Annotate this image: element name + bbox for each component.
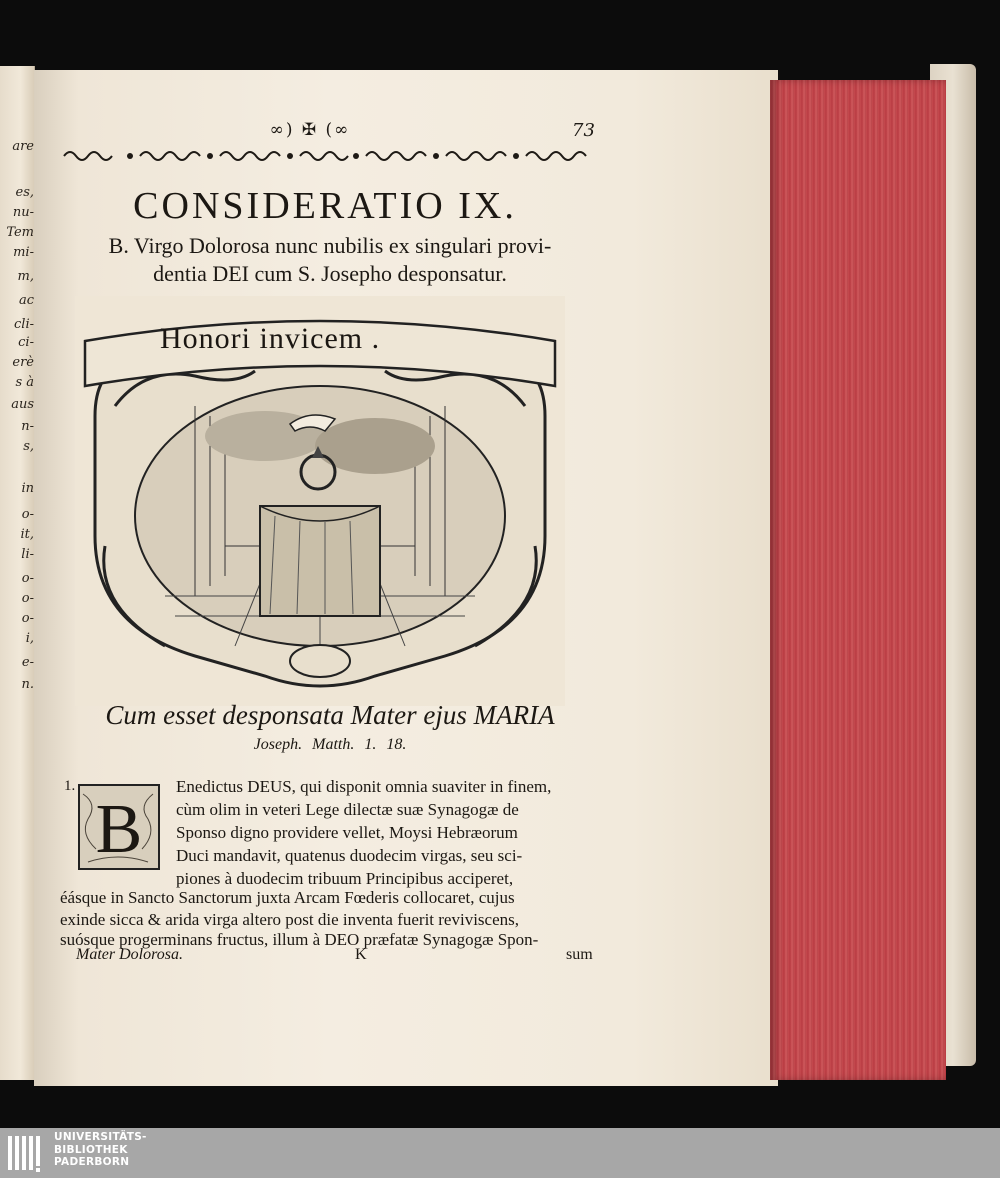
left-page-fragment: Tem bbox=[6, 225, 34, 240]
footer-signature: K bbox=[355, 946, 367, 963]
caption-quote: Cum esset desponsata Mater ejus MARIA bbox=[105, 700, 555, 730]
body-line: éásque in Sancto Sanctorum juxta Arcam Fœderis collocaret, cujus bbox=[60, 888, 515, 907]
library-footer-bar bbox=[0, 1128, 1000, 1178]
dropcap-letter: B bbox=[95, 791, 143, 868]
footer-title: Mater Dolorosa. bbox=[76, 946, 183, 963]
left-page-fragment: aus bbox=[11, 397, 34, 412]
left-page-fragment: e- bbox=[21, 655, 34, 670]
body-line: Enedictus DEUS, qui disponit omnia suaviter in finem, bbox=[176, 777, 552, 796]
left-page-fragment: n. bbox=[21, 677, 34, 692]
body-line: Sponso digno providere vellet, Moysi Hebræorum bbox=[176, 823, 518, 842]
paragraph-number: 1. bbox=[64, 778, 76, 794]
left-page-fragment: i, bbox=[25, 631, 34, 646]
body-line: piones à duodecim tribuum Principibus acciperet, bbox=[176, 869, 514, 888]
left-page-sliver bbox=[0, 66, 35, 1080]
subtitle-line-1: B. Virgo Dolorosa nunc nubilis ex singulari provi- bbox=[108, 233, 552, 258]
subtitle-line-2: dentia DEI cum S. Josepho desponsatur. bbox=[153, 261, 507, 286]
left-page-fragment: ci- bbox=[18, 335, 34, 350]
left-page-fragment: mi- bbox=[13, 245, 34, 260]
body-line: cùm olim in veteri Lege dilectæ suæ Synagogæ de bbox=[176, 800, 519, 819]
engraving-icon bbox=[75, 296, 565, 706]
chapter-title: CONSIDERATIO IX. bbox=[133, 185, 517, 227]
caption-reference bbox=[60, 736, 600, 754]
engraving-motto: Honori invicem . bbox=[160, 322, 381, 355]
body-line: exinde sicca & arida virga altero post die inventa fuerit reviviscens, bbox=[60, 910, 519, 929]
left-page-fragment: li- bbox=[21, 547, 34, 562]
left-page-fragment: are bbox=[12, 139, 34, 154]
ornament-band-icon bbox=[60, 146, 600, 166]
footer-catchword: sum bbox=[566, 946, 593, 963]
left-page-fragment: m, bbox=[17, 269, 34, 284]
left-page-fragment: o- bbox=[21, 571, 34, 586]
left-page-fragment: erè bbox=[12, 355, 34, 370]
left-page-fragment: s à bbox=[15, 375, 34, 390]
left-page-fragment: cli- bbox=[14, 317, 34, 332]
left-page-fragment: o- bbox=[21, 611, 34, 626]
left-page-fragment: s, bbox=[23, 439, 34, 454]
left-page-fragment: it, bbox=[20, 527, 34, 542]
left-page-fragment: o- bbox=[21, 591, 34, 606]
red-fore-edge bbox=[770, 80, 946, 1080]
library-name bbox=[54, 1131, 147, 1169]
library-name-line-3: PADERBORN bbox=[54, 1156, 130, 1168]
engraving-illustration bbox=[75, 296, 565, 706]
library-logo-icon bbox=[8, 1130, 48, 1176]
page-number: 73 bbox=[572, 120, 595, 141]
left-page-fragment: in bbox=[21, 481, 34, 496]
left-page-fragment: es, bbox=[15, 185, 34, 200]
running-head-ornament: ∞) ✠ (∞ bbox=[269, 120, 351, 140]
library-name-line-1: UNIVERSITÄTS- bbox=[54, 1131, 147, 1143]
caption-ref-citation: Matth. 1. 18. bbox=[312, 736, 407, 753]
body-line: Duci mandavit, quatenus duodecim virgas, seu sci- bbox=[176, 846, 523, 865]
library-name-line-2: BIBLIOTHEK bbox=[54, 1143, 128, 1156]
body-line: suósque progerminans fructus, illum à DEO præfatæ Synagogæ Spon- bbox=[60, 930, 539, 949]
left-page-fragment: n- bbox=[21, 419, 34, 434]
caption-ref-name: Joseph. bbox=[253, 736, 303, 753]
left-page-fragment: o- bbox=[21, 507, 34, 522]
left-page-fragment: nu- bbox=[12, 205, 34, 220]
chapter-subtitle bbox=[56, 232, 604, 288]
dropcap-initial bbox=[78, 784, 160, 870]
left-page-fragment: ac bbox=[18, 293, 34, 308]
